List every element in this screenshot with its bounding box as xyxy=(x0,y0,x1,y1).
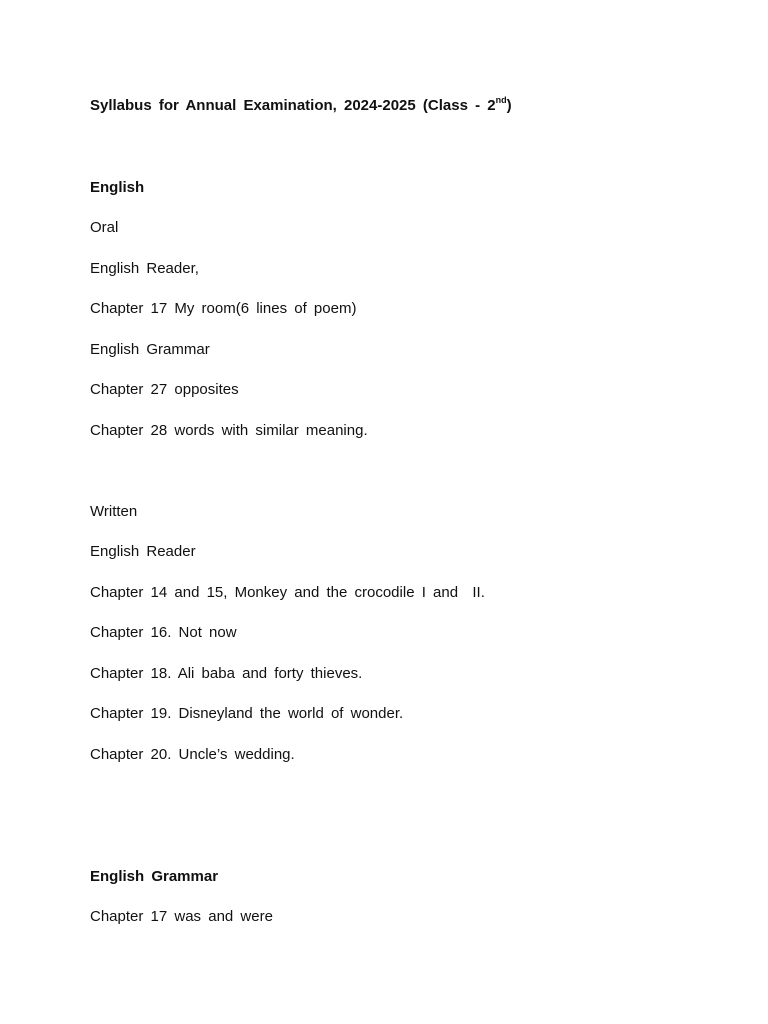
oral-item: English Reader, xyxy=(90,260,199,277)
syllabus-title xyxy=(90,96,512,116)
written-item: Chapter 14 and 15, Monkey and the crocodile I and II. xyxy=(90,584,485,601)
grammar-item: Chapter 17 was and were xyxy=(90,908,273,925)
oral-item: English Grammar xyxy=(90,341,210,358)
written-label: Written xyxy=(90,503,138,520)
written-item: English Reader xyxy=(90,543,196,560)
written-item: Chapter 20. Uncle’s wedding. xyxy=(90,746,295,763)
title-superscript: nd xyxy=(495,95,507,105)
written-item: Chapter 16. Not now xyxy=(90,624,237,641)
oral-item: Chapter 28 words with similar meaning. xyxy=(90,422,368,439)
oral-item: Chapter 17 My room(6 lines of poem) xyxy=(90,300,357,317)
written-item: Chapter 18. Ali baba and forty thieves. xyxy=(90,665,363,682)
oral-label: Oral xyxy=(90,219,119,236)
grammar-heading: English Grammar xyxy=(90,868,219,885)
title-text: Syllabus for Annual Examination, 2024-2025 (Class - 2 xyxy=(90,97,496,114)
english-heading: English xyxy=(90,179,145,196)
written-item: Chapter 19. Disneyland the world of wonder. xyxy=(90,705,404,722)
title-closing: ) xyxy=(506,97,512,114)
oral-item: Chapter 27 opposites xyxy=(90,381,239,398)
